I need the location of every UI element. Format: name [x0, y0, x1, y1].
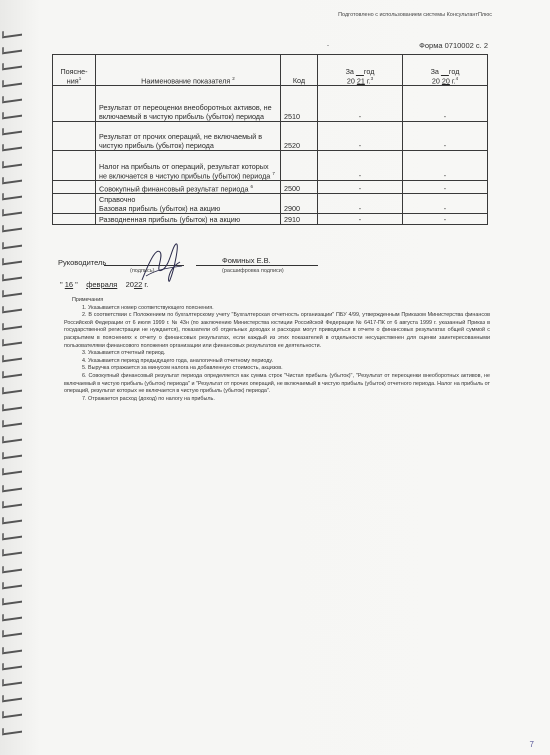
- footnote-item: 3. Указывается отчетный период.: [82, 350, 166, 357]
- header-year-previous: За год 20 20 г.$^4$: [403, 55, 488, 86]
- row-code: 2900: [281, 194, 318, 214]
- binder-hole: [2, 29, 22, 39]
- row-name: Справочно Базовая прибыль (убыток) на акцию: [96, 194, 281, 214]
- binder-hole: [2, 288, 22, 298]
- corner-mark: 7: [529, 740, 534, 749]
- binder-hole: [2, 498, 22, 508]
- date-month: февраля: [86, 280, 118, 289]
- binder-hole: [2, 531, 22, 541]
- binder-hole: [2, 693, 22, 703]
- row-name: Налог на прибыль от операций, результат которых не включается в чистую прибыль (убыток) периода $^7$: [96, 151, 281, 181]
- row-value-previous: -: [403, 122, 488, 151]
- binder-hole: [2, 709, 22, 719]
- footnote-item: 2. В соответствии с Положением по бухгалтерскому учету "Бухгалтерская отчетность организации" ПБУ 4/99, утвержденным Приказом Министерства финансов Российской Федерации от 6 июля 1999 г. № 43н (по заключению Министерства юстиции Российской Федерации № 6417-ПК от 6 августа 1999 г. указанный Приказ в государственной регистрации не нуждается), показатели об отдельных доходах и расходах могут приводиться в отчете о финансовых результатах общей суммой с раскрытием в пояснениях к отчету о финансовых результатах, если каждый из этих показателей в отдельности несущественен для оценки заинтересованными пользователями финансового положения организации или финансовых результатов ее деятельности.: [64, 312, 490, 349]
- row-name: Результат от переоценки внеоборотных активов, не включаемый в чистую прибыль (убыток) периода: [96, 86, 281, 122]
- date-year: 22: [133, 280, 143, 289]
- binder-hole: [2, 304, 22, 314]
- dash-mark: -: [327, 43, 329, 49]
- row-value-previous: -: [403, 214, 488, 225]
- binder-hole: [2, 677, 22, 687]
- header-notes: Поясне-ния$^1$: [53, 55, 96, 86]
- row-code: 2910: [281, 214, 318, 225]
- binder-hole: [2, 450, 22, 460]
- binder-hole: [2, 142, 22, 152]
- table-row: [53, 194, 488, 214]
- table-row: [53, 214, 488, 225]
- header-year-current: За год 20 21 г.$^3$: [318, 55, 403, 86]
- row-value-previous: -: [403, 151, 488, 181]
- header-name: Наименование показателя $^2$: [96, 55, 281, 86]
- table-row: [53, 181, 488, 194]
- row-value-current: -: [318, 214, 403, 225]
- binder-hole: [2, 353, 22, 363]
- header-note: Подготовлено с использованием системы КонсультантПлюс: [338, 12, 492, 18]
- signatory-name: Фоминых Е.В.: [222, 256, 271, 265]
- binder-hole: [2, 174, 22, 184]
- row-value-current: -: [318, 151, 403, 181]
- table-row: [53, 151, 488, 181]
- binder-hole: [2, 110, 22, 120]
- binder-hole: [2, 207, 22, 217]
- table-row: [53, 86, 488, 122]
- name-line: [196, 265, 318, 266]
- date-day: 16: [64, 280, 74, 289]
- row-value-current: -: [318, 86, 403, 122]
- binder-hole: [2, 385, 22, 395]
- binder-hole: [2, 239, 22, 249]
- binder-hole: [2, 628, 22, 638]
- financial-results-table: [52, 54, 488, 225]
- row-name: Совокупный финансовый результат периода $^6$: [96, 181, 281, 194]
- binder-hole: [2, 515, 22, 525]
- footnote-item: 1. Указывается номер соответствующего пояснения.: [82, 304, 214, 311]
- binder-hole: [2, 61, 22, 71]
- binder-hole: [2, 644, 22, 654]
- row-value-current: -: [318, 194, 403, 214]
- binder-hole: [2, 401, 22, 411]
- binder-hole: [2, 579, 22, 589]
- footnote-item: 6. Совокупный финансовый результат периода определяется как сумма строк "Чистая прибыль (убыток)", "Результат от переоценки внеоборотных активов, не включаемый в чистую прибыль (убыток) периода" и "Результат от прочих операций, не включаемый в чистую прибыль (убыток) отчетного периода. Налог на прибыль от операций, результат которых не включается в чистую прибыль (убыток) периода".: [64, 372, 490, 395]
- binder-hole: [2, 77, 22, 87]
- binder-hole: [2, 93, 22, 103]
- row-code: 2510: [281, 86, 318, 122]
- binder-hole: [2, 547, 22, 557]
- binder-hole: [2, 563, 22, 573]
- footnotes-title: Примечания: [72, 297, 104, 303]
- binder-hole: [2, 223, 22, 233]
- row-value-previous: -: [403, 86, 488, 122]
- signature-caption: (подпись): [130, 268, 155, 274]
- binder-hole: [2, 255, 22, 265]
- row-name: Результат от прочих операций, не включаемый в чистую прибыль (убыток) периода: [96, 122, 281, 151]
- binder-hole: [2, 417, 22, 427]
- footnote-item: 5. Выручка отражается за минусом налога на добавленную стоимость, акцизов.: [82, 365, 283, 372]
- footnotes: [64, 297, 490, 403]
- binder-hole: [2, 336, 22, 346]
- binder-hole: [2, 596, 22, 606]
- binder-hole: [2, 612, 22, 622]
- binder-hole: [2, 126, 22, 136]
- table-header-row: [53, 55, 488, 86]
- row-code: [281, 151, 318, 181]
- table-row: [53, 122, 488, 151]
- footnote-item: 7. Отражается расход (доход) по налогу на прибыль.: [82, 395, 215, 402]
- binder-hole: [2, 482, 22, 492]
- binder-hole: [2, 660, 22, 670]
- form-label: Форма 0710002 с. 2: [419, 41, 488, 50]
- row-value-previous: -: [403, 181, 488, 194]
- row-value-current: -: [318, 181, 403, 194]
- row-name: Разводненная прибыль (убыток) на акцию: [96, 214, 281, 225]
- signatory-role: Руководитель: [58, 258, 107, 267]
- row-code: 2500: [281, 181, 318, 194]
- header-code: Код: [281, 55, 318, 86]
- binder-hole: [2, 272, 22, 282]
- name-caption: (расшифровка подписи): [222, 268, 284, 274]
- binder-hole: [2, 320, 22, 330]
- binder-holes: [0, 30, 22, 750]
- row-value-current: -: [318, 122, 403, 151]
- footnote-item: 4. Указывается период предыдущего года, аналогичный отчетному периоду.: [82, 357, 274, 364]
- binder-hole: [2, 369, 22, 379]
- binder-hole: [2, 191, 22, 201]
- row-code: 2520: [281, 122, 318, 151]
- row-value-previous: -: [403, 194, 488, 214]
- binder-hole: [2, 45, 22, 55]
- binder-hole: [2, 466, 22, 476]
- date-line: " 16 " февраля 2022 г.: [60, 280, 149, 289]
- binder-hole: [2, 158, 22, 168]
- binder-hole: [2, 434, 22, 444]
- binder-hole: [2, 725, 22, 735]
